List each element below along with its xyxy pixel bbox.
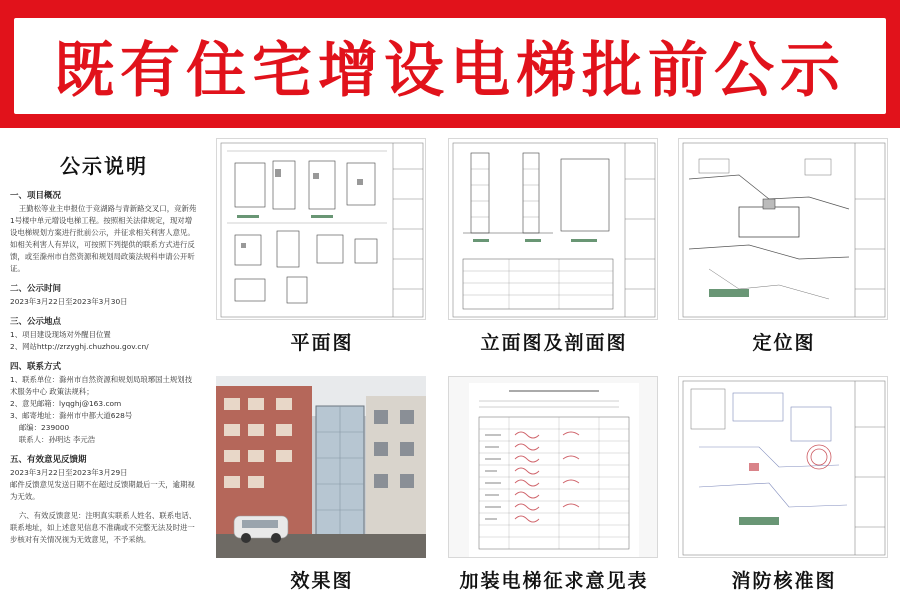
rendering-photo — [216, 376, 426, 558]
panel-caption: 定位图 — [752, 332, 816, 354]
notice-column — [0, 128, 206, 600]
section-heading: 一、项目概况 — [10, 191, 62, 201]
opinion-form-scan — [448, 376, 658, 558]
location-map-drawing — [678, 138, 888, 320]
elevation-section-drawing — [448, 138, 658, 320]
panel-rendering — [210, 370, 434, 600]
section-text: 联系人：孙明达 李元浩 — [18, 435, 96, 444]
notice-title: 公示说明 — [60, 154, 148, 178]
section-heading: 三、公示地点 — [10, 317, 62, 327]
section-text: 2、网站http://zrzyghj.chuzhou.gov.cn/ — [10, 342, 149, 351]
section-text: 六、有效反馈意见：注明真实联系人姓名、联系电话、联系地址，如上述意见信息不准确或不完整无法及时进一步核对有关情况视为无效意见，不予采纳。 — [10, 511, 197, 544]
section-text: 2023年3月22日至2023年3月30日 — [10, 297, 128, 306]
panel-floor-plan — [210, 132, 434, 364]
panel-fire-approval — [672, 370, 896, 600]
floor-plan-drawing — [216, 138, 426, 320]
panel-caption: 立面图及剖面图 — [480, 332, 628, 354]
panel-location-map — [672, 132, 896, 364]
drawings-grid — [206, 128, 900, 600]
title-banner-inner — [14, 18, 886, 114]
fire-approval-drawing — [678, 376, 888, 558]
panel-opinion-form — [442, 370, 666, 600]
section-text: 1、项目建设现场对外醒目位置 — [10, 330, 111, 339]
section-text: 1、联系单位：滁州市自然资源和规划局琅琊国土规划技术服务中心 政策法规科； — [10, 375, 193, 396]
panel-caption: 平面图 — [290, 332, 354, 354]
section-heading: 五、有效意见反馈期 — [10, 455, 87, 465]
section-text: 邮编：239000 — [18, 423, 70, 432]
section-text: 王勤松等业主申报位于竞湖路与青新路交叉口，竞新苑1号楼中单元增设电梯工程。按照相关法律规定，现对增设电梯规划方案进行批前公示，并征求相关利害人意见。如相关利害人有异议，可按照下列提供的联系方式进行反馈，或至滁州市自然资源和规划局政策法规科申请公开听证。 — [10, 204, 197, 273]
section-heading: 二、公示时间 — [10, 284, 62, 294]
section-text: 2023年3月22日至2023年3月29日 — [10, 468, 128, 477]
panel-caption: 加装电梯征求意见表 — [459, 570, 649, 592]
poster-body — [0, 128, 900, 600]
section-text: 邮件反馈意见发送日期不在超过反馈期最后一天，逾期视为无效。 — [10, 480, 195, 501]
panel-elevation-section — [442, 132, 666, 364]
title-banner — [0, 0, 900, 128]
panel-caption: 效果图 — [290, 570, 354, 592]
page-title: 既有住宅增设电梯批前公示 — [54, 36, 846, 106]
panel-caption: 消防核准图 — [731, 570, 837, 592]
section-text: 2、意见邮箱：lyqghj@163.com — [10, 399, 122, 408]
section-text: 3、邮寄地址：滁州市中都大道628号 — [10, 411, 133, 420]
section-heading: 四、联系方式 — [10, 362, 62, 372]
